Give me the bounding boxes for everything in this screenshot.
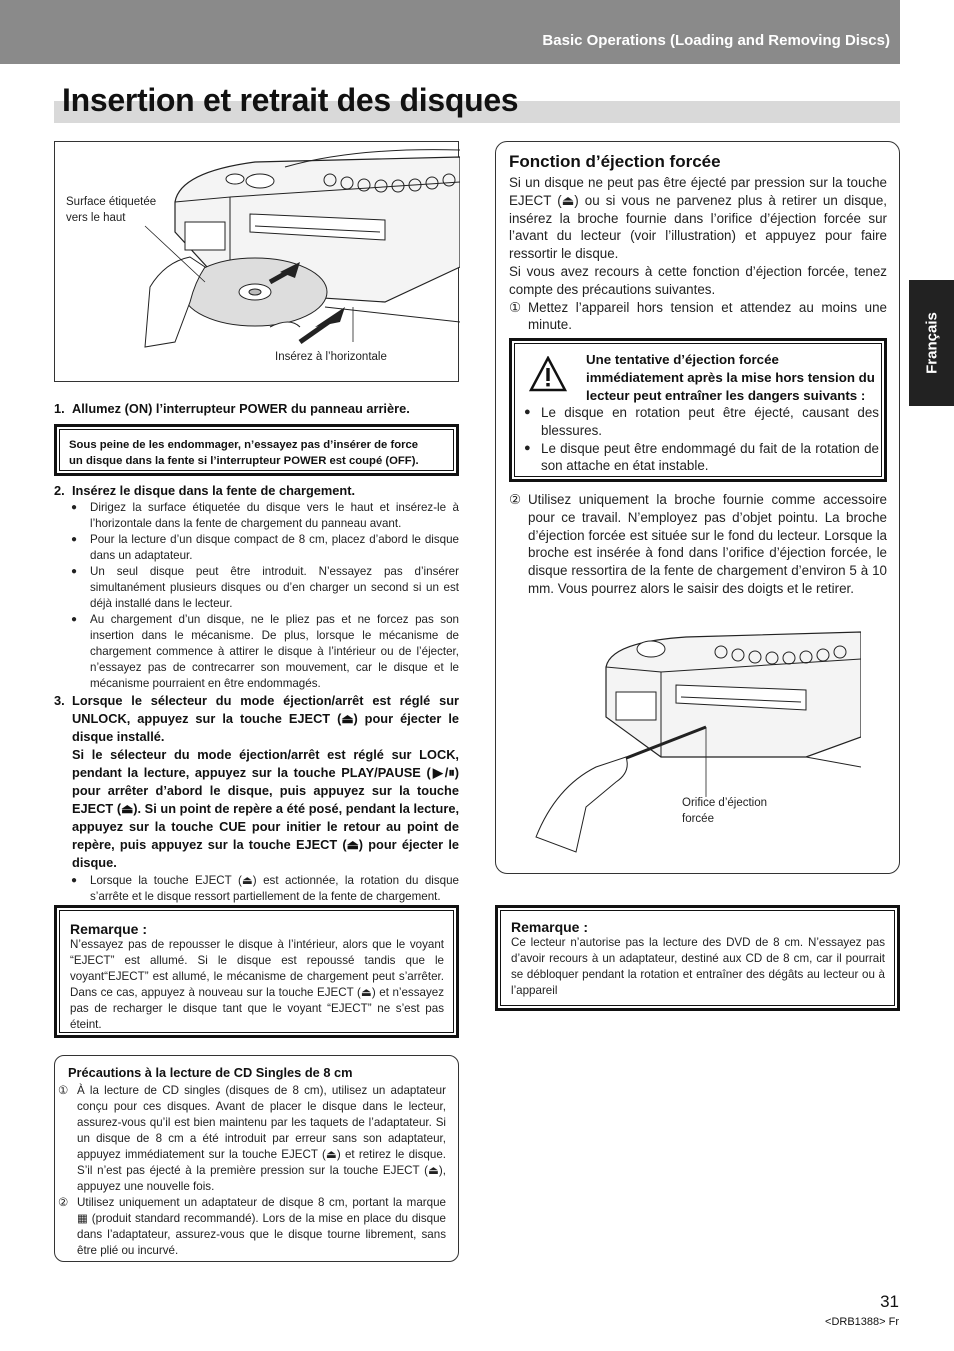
remark-right-text: Ce lecteur n’autorise pas la lecture des DVD de 8 cm. N’essayez pas d’avoir recours à un adaptateur, destiné aux CD de 8 cm, car il pourrait se débloquer pendant la rotation et entraîner des dégâts au lecteur ou à l’appareil [511, 936, 885, 997]
precaution-item-num: ① [58, 1084, 69, 1097]
page-title: Insertion et retrait des disques [62, 82, 519, 118]
warning-power-line1: Sous peine de les endommager, n’essayez pas d’insérer de force [69, 439, 419, 451]
label-surface-line2: vers le haut [66, 212, 126, 224]
step-1 [54, 400, 459, 418]
forced-eject-warning-bullet-text: Le disque en rotation peut être éjecté, causant des blessures. [541, 405, 879, 438]
step-3 [54, 692, 459, 905]
document-code: <DRB1388> Fr [825, 1316, 899, 1328]
forced-eject-warning-bullet: ● Le disque en rotation peut être éjecté, causant des blessures. [524, 405, 879, 438]
step-2-text: Insérez le disque dans la fente de chargement. [72, 483, 356, 498]
language-tab[interactable] [909, 280, 954, 406]
step-2-bullet: ● Un seul disque peut être introduit. N’essayez pas d’insérer simultanément plusieurs disques ou d’en charger un second si un est déjà installé dans le lecteur. [54, 564, 459, 612]
page-number: 31 [880, 1292, 899, 1311]
step-2-num: 2. [54, 483, 65, 498]
forced-eject-intro2: Si vous avez recours à cette fonction d’éjection forcée, tenez compte des précautions suivantes. [509, 263, 887, 297]
warning-box-power [54, 424, 459, 476]
section-title: Basic Operations (Loading and Removing Discs) [542, 32, 890, 49]
forced-eject-item1 [509, 299, 887, 335]
forced-eject-item1-num: ① [509, 299, 522, 315]
precaution-item [58, 1083, 446, 1195]
precautions-title: Précautions à la lecture de CD Singles de 8 cm [68, 1065, 353, 1080]
step-2-bullet: ● Pour la lecture d’un disque compact de 8 cm, placez d’abord le disque dans un adaptateur. [54, 532, 459, 564]
forced-eject-warning-box [509, 338, 887, 482]
forced-eject-item2 [509, 491, 887, 598]
label-insert-horizontal: Insérez à l’horizontale [275, 351, 387, 363]
precaution-item-text: À la lecture de CD singles (disques de 8 cm), utilisez un adaptateur conçu pour ces disques. Avant de placer le disque dans le lecteur, assurez-vous qu’il est bien maintenu par les taquets de l’adaptateur. Si un disque de 8 cm a été introduit par erreur sans son adaptateur, appuyez immédiatement sur la touche EJECT (⏏) et retirez le disque. S’il n’est pas éjecté à la première pression sur la touche EJECT (⏏), appuyez une nouvelle fois. [77, 1084, 446, 1193]
forced-eject-item2-text: Utilisez uniquement la broche fournie comme accessoire pour ce travail. N’employez pas d’objet pointu. La broche d’éjection forcée est située sur le fond du lecteur. Lorsque la broche est insérée à fond dans l’orifice d’éjection forcée, le disque ressortira de la fente de chargement d’environ 5 à 10 mm. Vous pourrez alors le saisir des doigts et le retirer. [528, 492, 887, 596]
forced-eject-panel [495, 141, 900, 874]
label-surface-line1: Surface étiquetée [66, 196, 157, 208]
forced-eject-title: Fonction d’éjection forcée [509, 152, 721, 171]
disc-insertion-illustration [54, 141, 459, 382]
player-drawing-icon [55, 142, 460, 383]
language-tab-label: Français [923, 312, 940, 374]
step-3-bullet: ● Lorsque la touche EJECT (⏏) est actionnée, la rotation du disque s’arrête et le disque ressort partiellement de la fente de chargement. [54, 873, 459, 905]
header-bar [0, 0, 900, 64]
precautions-cd-singles [54, 1055, 459, 1262]
forced-eject-intro1: Si un disque ne peut pas être éjecté par pression sur la touche EJECT (⏏) ou si vous ne parvenez plus à retirer un disque, insérez la broche fournie dans l’orifice d’éjection forcée sur l’avant du lecteur (voir l’illustration) et appuyez pour faire ressortir le disque. [509, 175, 887, 262]
remark-left-title: Remarque : [70, 921, 148, 937]
precaution-item-text: Utilisez uniquement un adaptateur de disque 8 cm, portant la marque ▦ (produit standard recommandé). Lors de la mise en place du disque dans l’adaptateur, assurez-vous que le disque tourne librement, sans être plié ou incurvé. [77, 1196, 446, 1257]
step-1-text: Allumez (ON) l’interrupteur POWER du panneau arrière. [72, 401, 410, 416]
remark-left-text: N’essayez pas de repousser le disque à l’intérieur, alors que le voyant “EJECT” est allumé. Si le disque est repoussé tandis que le voyant“EJECT” est allumé, le mécanisme de chargement peut s’arrêter. Dans ce cas, appuyez à nouveau sur la touche EJECT (⏏) et n’essayez pas de recharger le disque tant que le voyant “EJECT” ne s’est pas éteint. [70, 938, 444, 1031]
forced-eject-warning-bullet: ● Le disque peut être endommagé du fait de la rotation de son attache en état instable. [524, 440, 879, 474]
forced-eject-item1-text: Mettez l’appareil hors tension et attendez au moins une minute. [528, 299, 887, 333]
precaution-item-num: ② [58, 1196, 69, 1209]
step-2 [54, 482, 459, 692]
remark-box-left [54, 905, 459, 1038]
remark-right-title: Remarque : [511, 919, 589, 935]
label-eject-hole-line2: forcée [682, 813, 714, 825]
forced-eject-warning-title: Une tentative d’éjection forcée immédiatement après la mise hors tension du lecteur peut entraîner les dangers suivants : [586, 352, 875, 403]
step-2-bullet: ● Au chargement d’un disque, ne le pliez pas et ne forcez pas son insertion dans le mécanisme. De plus, lorsque le mécanisme de chargement commence à attirer le disque à l’intérieur ou de l’éjecter, n’essayez pas de contrecarrer son mouvement, car le disque et le mécanisme pourraient en être endommagés. [54, 612, 459, 692]
step-2-bullet: ● Dirigez la surface étiquetée du disque vers le haut et insérez-le à l’horizontale dans la fente de chargement du panneau avant. [54, 500, 459, 532]
forced-eject-item2-num: ② [509, 492, 522, 507]
remark-box-right [495, 905, 900, 1011]
warning-triangle-icon [529, 356, 567, 392]
forced-eject-warning-bullet-text: Le disque peut être endommagé du fait de la rotation de son attache en état instable. [541, 440, 879, 474]
step-3-para1: Lorsque le sélecteur du mode éjection/arrêt est réglé sur UNLOCK, appuyez sur la touche EJECT (⏏) pour éjecter le disque installé. [72, 693, 459, 744]
step-3-num: 3. [54, 693, 65, 708]
step-3-para2: Si le sélecteur du mode éjection/arrêt est réglé sur LOCK, pendant la lecture, appuyez sur la touche PLAY/PAUSE (▶/⏸) pour arrêter d’abord le disque, puis appuyez sur la touche EJECT (⏏). Si un point de repère a été posé, pendant la lecture, appuyez sur la touche CUE pour initier le retour au point de repère, puis appuyez sur la touche EJECT (⏏) pour éjecter le disque. [72, 747, 459, 870]
step-1-num: 1. [54, 401, 65, 416]
label-eject-hole-line1: Orifice d’éjection [682, 797, 768, 809]
precaution-item [58, 1195, 446, 1259]
warning-power-line2: un disque dans la fente si l’interrupteur POWER est coupé (OFF). [69, 455, 419, 467]
